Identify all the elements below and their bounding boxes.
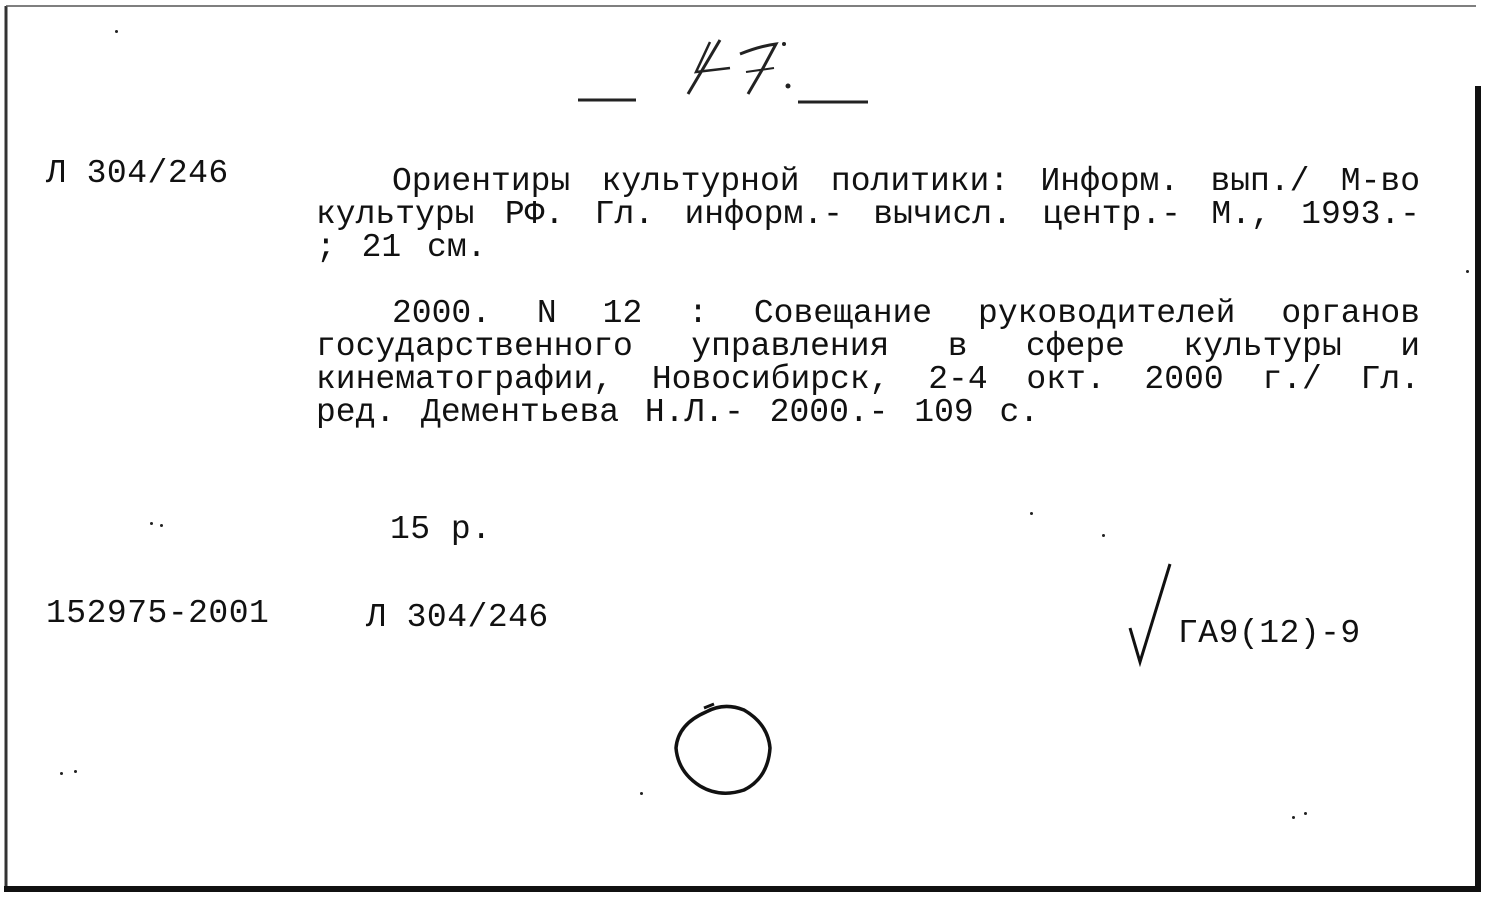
check-mark: [1126, 560, 1176, 670]
punch-hole: [664, 694, 784, 804]
speck: [640, 792, 643, 795]
shelf-mark: Л 304/246: [46, 155, 229, 192]
entry-paragraph-2: 2000. N 12 : Совещание руководителей органов государственного управления в сфере культуры и кинематографии, Новосибирск, 2-4 окт. 2000 г./ Гл. ред. Дементьева Н.Л.- 2000.- 109 с.: [316, 295, 1420, 431]
speck: [160, 524, 163, 527]
speck: [1292, 816, 1295, 819]
speck: [1030, 512, 1033, 515]
speck: [150, 522, 153, 525]
speck: [1466, 270, 1469, 273]
price: 15 р.: [390, 511, 492, 548]
entry-paragraph-1: Ориентиры культурной политики: Информ. вып./ М-во культуры РФ. Гл. информ.- вычисл. центр.- М., 1993.- ; 21 см.: [316, 163, 1420, 266]
speck: [74, 770, 77, 773]
speck: [1304, 812, 1307, 815]
speck: [115, 30, 118, 33]
classification-code: ГА9(12)-9: [1178, 615, 1361, 652]
inventory-number: 152975-2001: [46, 595, 270, 632]
speck: [1102, 534, 1105, 537]
speck: [60, 772, 63, 775]
shelf-mark-bottom: Л 304/246: [366, 599, 549, 636]
handwritten-number-47: [570, 28, 880, 118]
